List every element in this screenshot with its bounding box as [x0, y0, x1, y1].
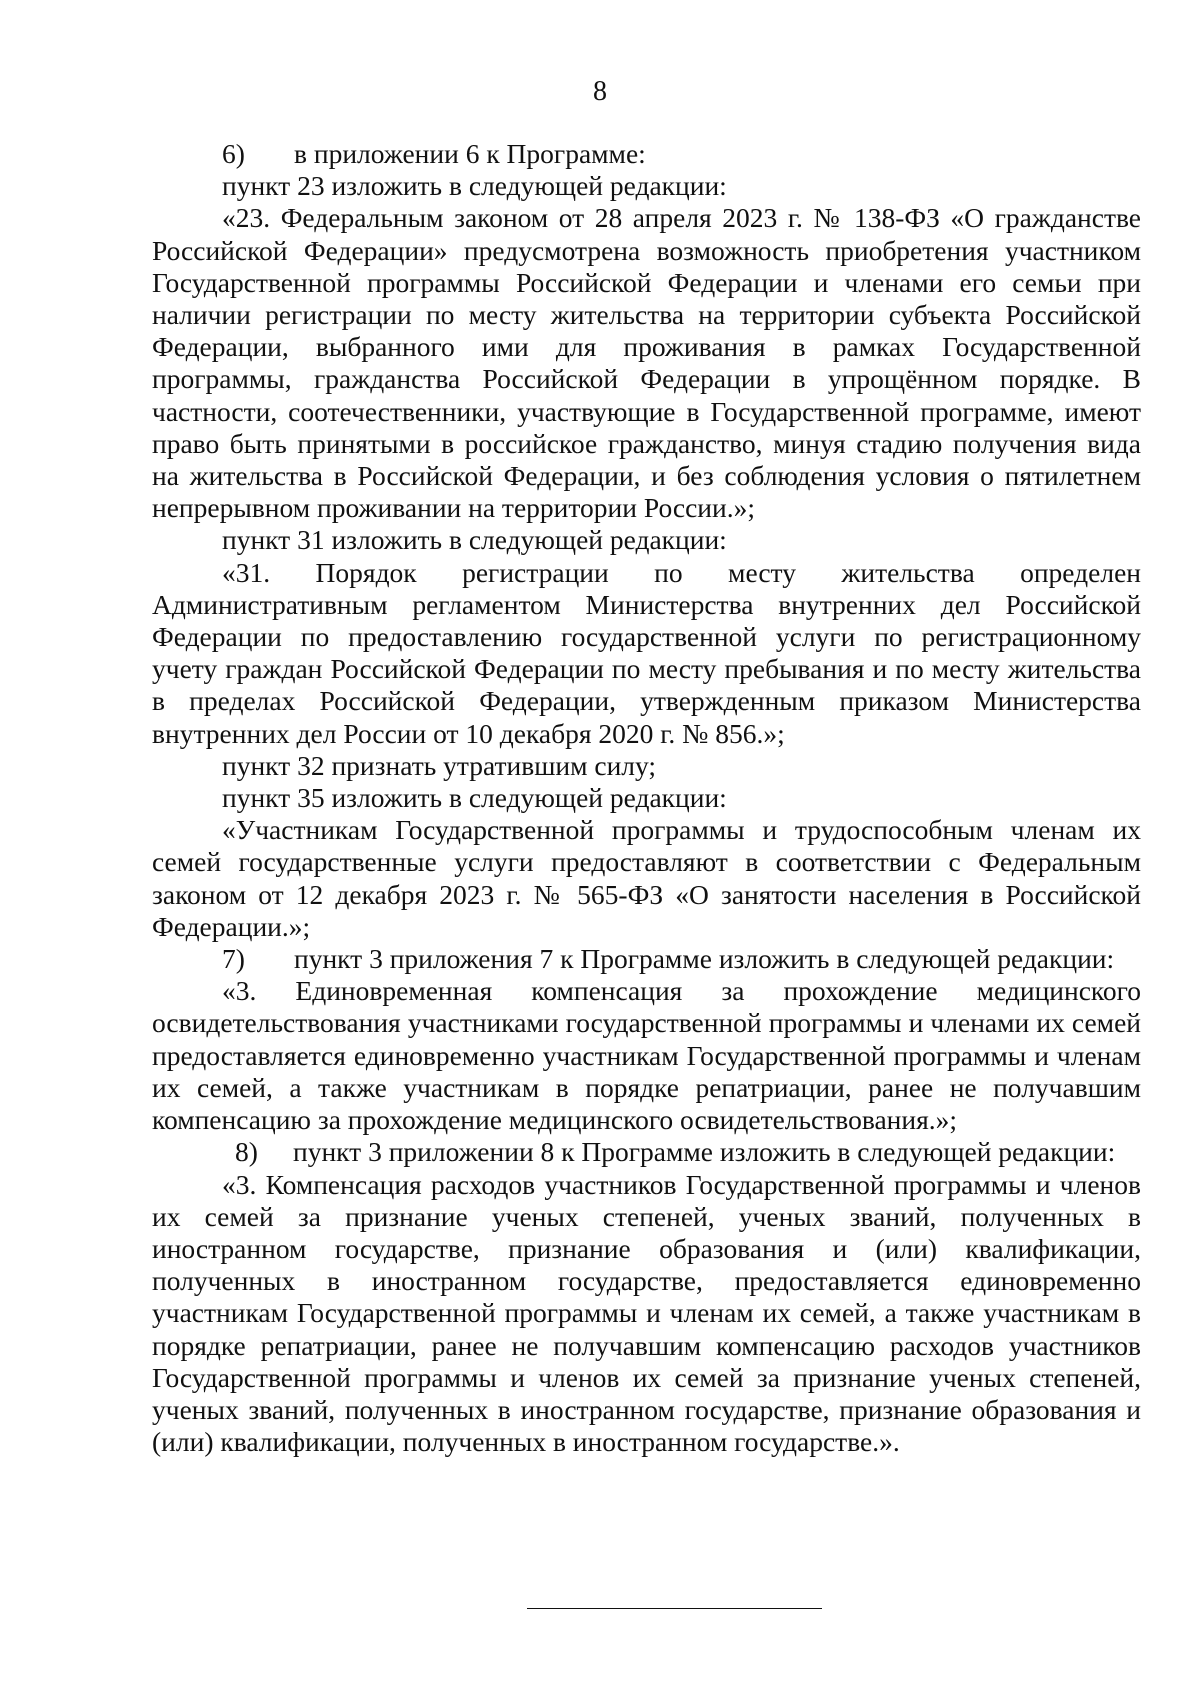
paragraph-text: пункт 3 приложения 7 к Программе изложить в следующей редакции:	[294, 943, 1115, 975]
end-divider	[527, 1608, 822, 1609]
paragraph-text: пункт 3 приложении 8 к Программе изложить в следующей редакции:	[293, 1136, 1116, 1168]
document-body	[152, 138, 1141, 1458]
item-8-paragraph	[152, 1136, 1141, 1168]
quoted-clause-35: «Участникам Государственной программы и трудоспособным членам их семей государственные услуги предоставляют в соответствии с Федеральным законом от 12 декабря 2023 г. № 565-ФЗ «О занятости населения в Российской Федерации.»;	[152, 814, 1141, 942]
quoted-clause-3-app7: «3. Единовременная компенсация за прохождение медицинского освидетельствования участниками государственной программы и членами их семей предоставляется единовременно участникам Государственной программы и членам их семей, а также участникам в порядке репатриации, ранее не получавшим компенсацию за прохождение медицинского освидетельствования.»;	[152, 975, 1141, 1136]
paragraph: пункт 32 признать утратившим силу;	[222, 749, 657, 781]
item-marker: 7)	[222, 943, 245, 975]
paragraph-text: в приложении 6 к Программе:	[294, 138, 646, 169]
item-6-paragraph	[152, 138, 1141, 170]
quoted-clause-31: «31. Порядок регистрации по месту жительства определен Административным регламентом Министерства внутренних дел Российской Федерации по предоставлению государственной услуги по регистрационному учету граждан Российской Федерации по месту пребывания и по месту жительства в пределах Российской Федерации, утвержденным приказом Министерства внутренних дел России от 10 декабря 2020 г. № 856.»;	[152, 556, 1141, 749]
quoted-clause-3-app8: «3. Компенсация расходов участников Государственной программы и членов их семей за признание ученых степеней, ученых званий, полученных в иностранном государстве, признание образования и (или) квалификации, полученных в иностранном государстве, предоставляется единовременно участникам Государственной программы и членам их семей, а также участникам в порядке репатриации, ранее не получавшим компенсацию расходов участников Государственной программы и членов их семей за признание ученых степеней, ученых званий, полученных в иностранном государстве, признание образования и (или) квалификации, полученных в иностранном государстве.».	[152, 1168, 1141, 1458]
item-marker: 6)	[222, 138, 245, 169]
paragraph: пункт 31 изложить в следующей редакции:	[222, 524, 727, 556]
paragraph: пункт 23 изложить в следующей редакции:	[222, 170, 727, 202]
paragraph: пункт 35 изложить в следующей редакции:	[222, 782, 727, 814]
item-7-paragraph	[152, 943, 1141, 975]
item-marker: 8)	[235, 1136, 258, 1168]
page-number: 8	[593, 76, 607, 107]
quoted-clause-23: «23. Федеральным законом от 28 апреля 2023 г. № 138-ФЗ «О гражданстве Российской Федерации» предусмотрена возможность приобретения участником Государственной программы Российской Федерации и членами его семьи при наличии регистрации по месту жительства на территории субъекта Российской Федерации, выбранного ими для проживания в рамках Государственной программы, гражданства Российской Федерации в упрощённом порядке. В частности, соотечественники, участвующие в Государственной программе, имеют право быть принятыми в российское гражданство, минуя стадию получения вида на жительства в Российской Федерации, и без соблюдения условия о пятилетнем непрерывном проживании на территории России.»;	[152, 202, 1141, 524]
